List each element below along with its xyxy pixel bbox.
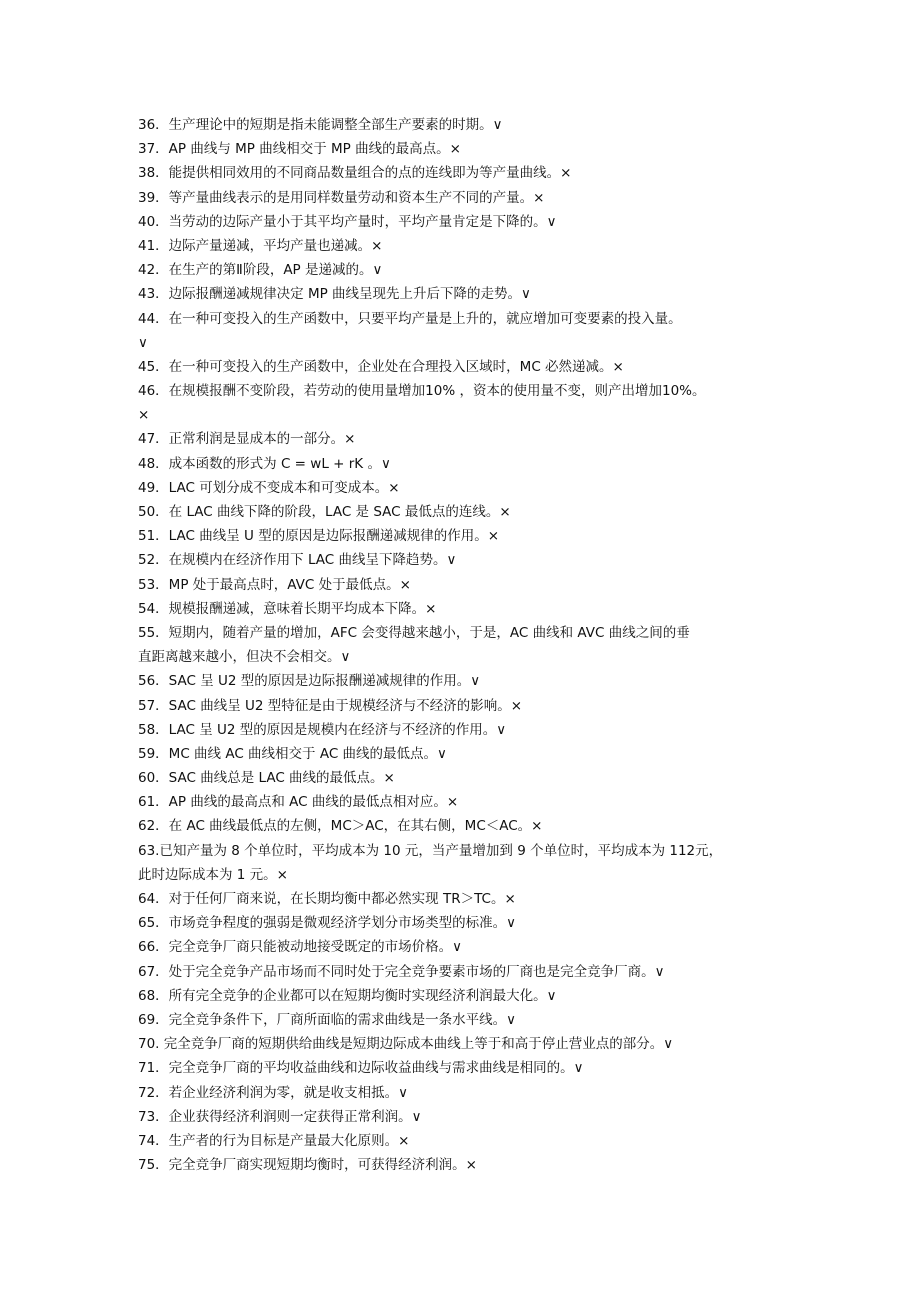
text-line: 55．短期内，随着产量的增加，AFC 会变得越来越小，于是，AC 曲线和 AVC 曲线之间的垂: [138, 624, 690, 641]
text-line: 68．所有完全竞争的企业都可以在短期均衡时实现经济利润最大化。∨: [138, 987, 557, 1004]
text-line: 64．对于任何厂商来说，在长期均衡中都必然实现 TR＞TC。×: [138, 891, 516, 907]
text-line: 73．企业获得经济利润则一定获得正常利润。∨: [138, 1108, 422, 1125]
text-line: [138, 1177, 798, 1201]
text-line: 65．市场竞争程度的强弱是微观经济学划分市场类型的标准。∨: [138, 915, 517, 932]
text-line: 42．在生产的第Ⅱ阶段，AP 是递减的。∨: [138, 262, 383, 279]
text-line: 51．LAC 曲线呈 U 型的原因是边际报酬递减规律的作用。×: [138, 528, 499, 545]
text-line: 66．完全竞争厂商只能被动地接受既定的市场价格。∨: [138, 939, 463, 956]
text-line: 49．LAC 可划分成不变成本和可变成本。×: [138, 479, 400, 496]
text-line: 59．MC 曲线 AC 曲线相交于 AC 曲线的最低点。∨: [138, 745, 447, 762]
text-line: 56．SAC 呈 U2 型的原因是边际报酬递减规律的作用。∨: [138, 673, 481, 690]
text-line: 74．生产者的行为目标是产量最大化原则。×: [138, 1132, 410, 1149]
text-line: 54．规模报酬递减，意味着长期平均成本下降。×: [138, 600, 437, 617]
text-line: 37．AP 曲线与 MP 曲线相交于 MP 曲线的最高点。×: [138, 141, 461, 158]
text-line: 62．在 AC 曲线最低点的左侧，MC＞AC，在其右侧，MC＜AC。×: [138, 818, 543, 835]
text-line: 63.已知产量为 8 个单位时，平均成本为 10 元，当产量增加到 9 个单位时，平均成本为 112元，: [138, 842, 723, 859]
text-line: 39．等产量曲线表示的是用同样数量劳动和资本生产不同的产量。×: [138, 189, 545, 206]
text-line: 58．LAC 呈 U2 型的原因是规模内在经济与不经济的作用。∨: [138, 721, 507, 738]
text-line: 57．SAC 曲线呈 U2 型特征是由于规模经济与不经济的影响。×: [138, 697, 523, 714]
text-line: 69．完全竞争条件下，厂商所面临的需求曲线是一条水平线。∨: [138, 1011, 517, 1028]
text-line: 70. 完全竞争厂商的短期供给曲线是短期边际成本曲线上等于和高于停止营业点的部分。∨: [138, 1036, 674, 1053]
text-line: 43．边际报酬递减规律决定 MP 曲线呈现先上升后下降的走势。∨: [138, 286, 531, 303]
text-line: 直距离越来越小，但决不会相交。∨: [138, 649, 351, 666]
text-line: 38．能提供相同效用的不同商品数量组合的点的连线即为等产量曲线。×: [138, 165, 572, 182]
text-line: 67．处于完全竞争产品市场而不同时处于完全竞争要素市场的厂商也是完全竞争厂商。∨: [138, 963, 665, 980]
text-line: 53．MP 处于最高点时，AVC 处于最低点。×: [138, 576, 411, 593]
text-line: 47．正常利润是显成本的一部分。×: [138, 431, 356, 448]
text-line: 45．在一种可变投入的生产函数中，企业处在合理投入区域时，MC 必然递减。×: [138, 358, 624, 375]
text-line: 此时边际成本为 1 元。×: [138, 866, 288, 883]
text-line: ×: [138, 407, 150, 424]
text-line: 36．生产理论中的短期是指未能调整全部生产要素的时期。∨: [138, 117, 503, 133]
text-line: 60．SAC 曲线总是 LAC 曲线的最低点。×: [138, 770, 395, 787]
text-line: ∨: [138, 334, 148, 351]
text-line: 40．当劳动的边际产量小于其平均产量时，平均产量肯定是下降的。∨: [138, 213, 557, 230]
text-line: 52．在规模内在经济作用下 LAC 曲线呈下降趋势。∨: [138, 552, 457, 569]
text-line: 75．完全竞争厂商实现短期均衡时，可获得经济利润。×: [138, 1157, 477, 1174]
text-line: 48．成本函数的形式为 C = wL + rK 。∨: [138, 455, 391, 472]
text-line: 50．在 LAC 曲线下降的阶段，LAC 是 SAC 最低点的连线。×: [138, 504, 511, 520]
text-line: 61．AP 曲线的最高点和 AC 曲线的最低点相对应。×: [138, 794, 459, 811]
text-line: 41．边际产量递减，平均产量也递减。×: [138, 237, 383, 254]
text-line: 71．完全竞争厂商的平均收益曲线和边际收益曲线与需求曲线是相同的。∨: [138, 1060, 584, 1077]
text-line: 44．在一种可变投入的生产函数中，只要平均产量是上升的，就应增加可变要素的投入量。: [138, 310, 682, 327]
text-line: 46．在规模报酬不变阶段，若劳动的使用量增加10% ，资本的使用量不变，则产出增加10%。: [138, 383, 706, 400]
text-line: 72．若企业经济利润为零，就是收支相抵。∨: [138, 1084, 409, 1101]
document-body: [138, 113, 798, 1201]
